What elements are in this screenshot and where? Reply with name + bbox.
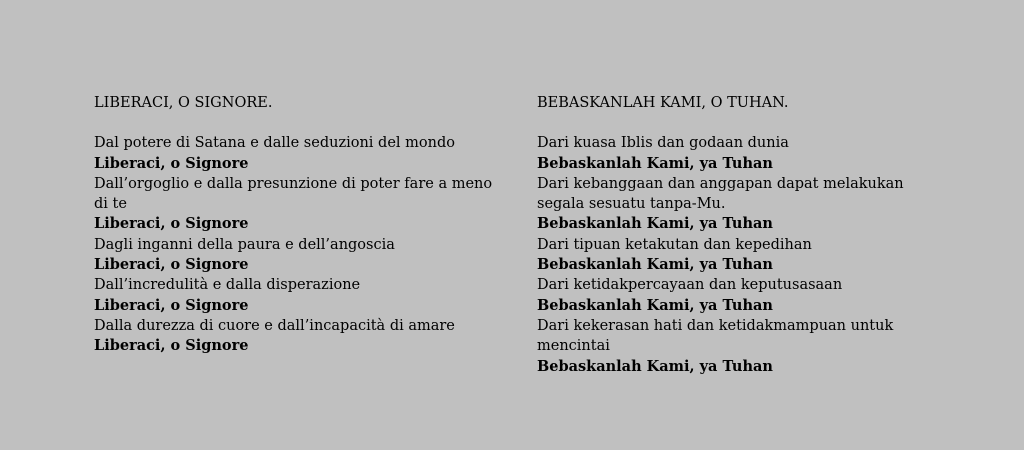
indonesian-response-line: Bebaskanlah Kami, ya Tuhan: [537, 357, 773, 375]
italian-invocation-line: Dal potere di Satana e dalle seduzioni del mondo: [94, 135, 455, 152]
italian-invocation-line: Dall’incredulità e dalla disperazione: [94, 277, 361, 294]
indonesian-response-line: Bebaskanlah Kami, ya Tuhan: [537, 296, 773, 314]
indonesian-response-line: Bebaskanlah Kami, ya Tuhan: [537, 215, 773, 233]
indonesian-invocation-line: Dari kuasa Iblis dan godaan dunia: [537, 135, 789, 152]
indonesian-response-line: Bebaskanlah Kami, ya Tuhan: [537, 154, 773, 172]
italian-invocation-line: Dalla durezza di cuore e dall’incapacità di amare: [94, 317, 455, 334]
italian-response-line: Liberaci, o Signore: [94, 215, 249, 233]
indonesian-invocation-line: Dari kebanggaan dan anggapan dapat melakukan segala sesuatu tanpa-Mu.: [537, 175, 904, 213]
italian-response-line: Liberaci, o Signore: [94, 337, 249, 355]
italian-litany-heading: LIBERACI, O SIGNORE.: [94, 95, 273, 111]
italian-response-line: Liberaci, o Signore: [94, 154, 249, 172]
italian-litany-column: [94, 93, 506, 357]
indonesian-invocation-line: Dari kekerasan hati dan ketidakmampuan untuk mencintai: [537, 317, 894, 355]
italian-response-line: Liberaci, o Signore: [94, 256, 249, 274]
indonesian-litany-column: [537, 93, 937, 377]
italian-invocation-line: Dagli inganni della paura e dell’angoscia: [94, 236, 395, 253]
italian-response-line: Liberaci, o Signore: [94, 296, 249, 314]
indonesian-litany-heading: BEBASKANLAH KAMI, O TUHAN.: [537, 95, 789, 111]
indonesian-invocation-line: Dari tipuan ketakutan dan kepedihan: [537, 236, 812, 253]
italian-invocation-line: Dall’orgoglio e dalla presunzione di poter fare a meno di te: [94, 175, 493, 213]
indonesian-invocation-line: Dari ketidakpercayaan dan keputusasaan: [537, 277, 843, 294]
indonesian-response-line: Bebaskanlah Kami, ya Tuhan: [537, 256, 773, 274]
